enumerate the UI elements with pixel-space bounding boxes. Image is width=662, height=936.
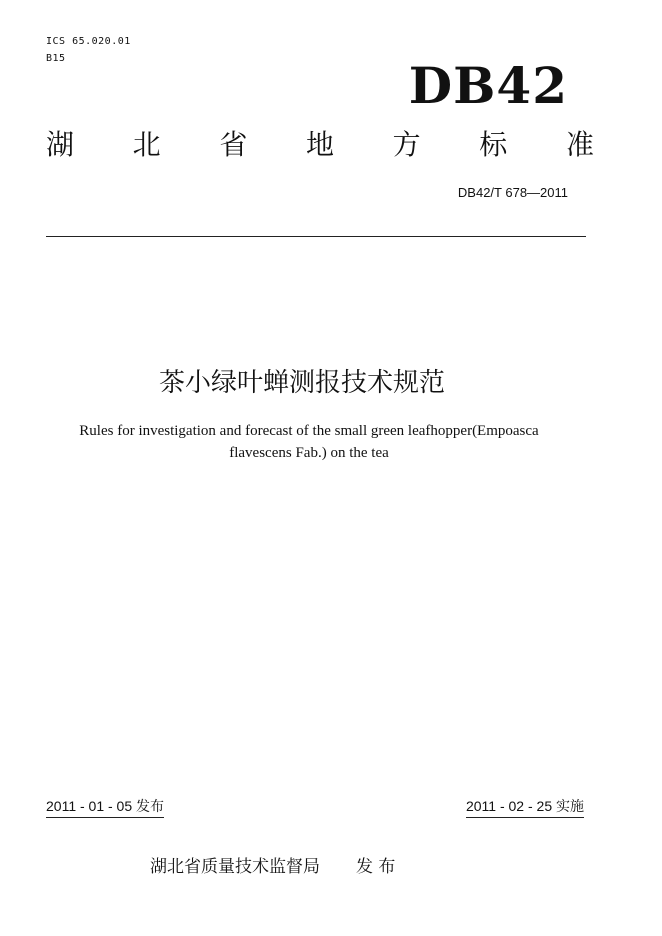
title-char: 省 — [219, 128, 248, 161]
issue-date: 2011 - 01 - 05 发布 — [46, 796, 164, 818]
title-char: 湖 — [46, 128, 75, 161]
title-en-line: Rules for investigation and forecast of the small green leafhopper(Empoasca — [79, 423, 539, 439]
standard-type-title — [46, 128, 594, 162]
title-char: 北 — [132, 128, 161, 161]
document-title-zh: 茶小绿叶蝉测报技术规范 — [158, 368, 445, 398]
header-divider — [46, 236, 586, 237]
title-en-line: flavescens Fab.) on the tea — [229, 445, 389, 461]
title-char: 方 — [392, 128, 421, 161]
standard-number: DB42/T 678—2011 — [457, 185, 568, 200]
issuer-name: 湖北省质量技术监督局 — [150, 857, 320, 877]
document-title-en — [58, 420, 560, 464]
issue-label: 发 布 — [356, 857, 396, 877]
title-char: 标 — [479, 128, 508, 161]
standard-prefix: DB42 — [408, 56, 568, 115]
title-char: 准 — [565, 128, 594, 161]
ccs-code: B15 — [46, 53, 66, 64]
implement-date: 2011 - 02 - 25 实施 — [466, 796, 584, 818]
issuer-line — [150, 852, 395, 877]
ics-code: ICS 65.020.01 — [46, 36, 131, 47]
title-char: 地 — [305, 128, 334, 161]
